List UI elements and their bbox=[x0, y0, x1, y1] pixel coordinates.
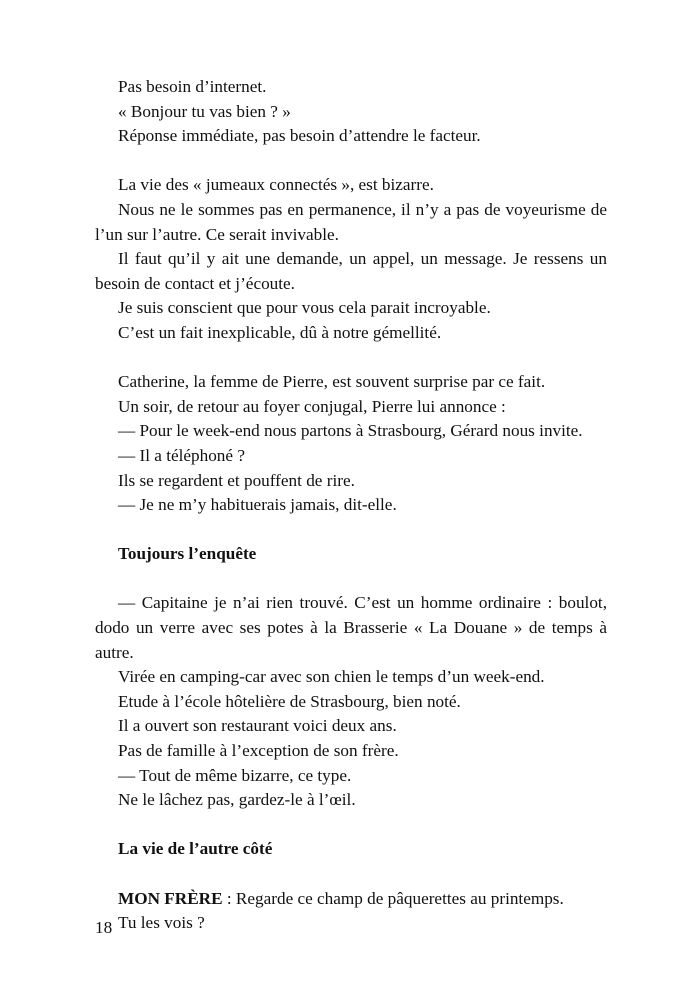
section-heading: Toujours l’enquête bbox=[118, 544, 257, 564]
blank-line bbox=[95, 862, 607, 887]
paragraph: Réponse immédiate, pas besoin d’attendre le facteur. bbox=[118, 126, 481, 146]
paragraph: Virée en camping-car avec son chien le temps d’un week-end. bbox=[118, 667, 545, 687]
paragraph: Etude à l’école hôtelière de Strasbourg, bien noté. bbox=[118, 691, 461, 711]
blank-line bbox=[95, 813, 607, 838]
dialogue-line: — Capitaine je n’ai rien trouvé. C’est un homme ordinaire : boulot, dodo un verre avec ses potes à la Brasserie « La Douane » de temps à autre. bbox=[95, 593, 607, 662]
paragraph: Un soir, de retour au foyer conjugal, Pierre lui annonce : bbox=[118, 396, 506, 416]
dialogue-line: — Je ne m’y habituerais jamais, dit-elle. bbox=[118, 495, 397, 515]
paragraph: La vie des « jumeaux connectés », est bizarre. bbox=[118, 175, 434, 195]
paragraph: Je suis conscient que pour vous cela parait incroyable. bbox=[118, 298, 491, 318]
dialogue-line: — Il a téléphoné ? bbox=[118, 445, 245, 465]
paragraph: Tu les vois ? bbox=[118, 913, 205, 933]
page-number: 18 bbox=[95, 918, 113, 937]
section-heading: La vie de l’autre côté bbox=[118, 839, 273, 859]
paragraph: Pas besoin d’internet. bbox=[118, 77, 267, 96]
dialogue-line bbox=[95, 887, 607, 912]
blank-line bbox=[95, 518, 607, 543]
paragraph: Il a ouvert son restaurant voici deux ans. bbox=[118, 716, 397, 736]
paragraph: « Bonjour tu vas bien ? » bbox=[118, 101, 291, 121]
paragraph: Pas de famille à l’exception de son frère. bbox=[118, 741, 399, 761]
blank-line bbox=[95, 346, 607, 371]
blank-line bbox=[95, 567, 607, 592]
paragraph: Il faut qu’il y ait une demande, un appel, un message. Je ressens un besoin de contact et j’écoute. bbox=[95, 249, 607, 293]
paragraph: Nous ne le sommes pas en permanence, il n’y a pas de voyeurisme de l’un sur l’autre. Ce serait invivable. bbox=[95, 199, 607, 244]
dialogue-line: — Pour le week-end nous partons à Strasbourg, Gérard nous invite. bbox=[118, 421, 583, 441]
paragraph: Catherine, la femme de Pierre, est souvent surprise par ce fait. bbox=[118, 372, 546, 392]
blank-line bbox=[95, 149, 607, 174]
paragraph: Ne le lâchez pas, gardez-le à l’œil. bbox=[118, 790, 356, 810]
paragraph: Ils se regardent et pouffent de rire. bbox=[118, 470, 355, 490]
speaker-name: MON FRÈRE bbox=[118, 888, 223, 908]
paragraph: C’est un fait inexplicable, dû à notre gémellité. bbox=[118, 322, 442, 342]
dialogue-line: — Tout de même bizarre, ce type. bbox=[118, 765, 352, 785]
page-body bbox=[95, 75, 607, 936]
speech-text: : Regarde ce champ de pâquerettes au printemps. bbox=[222, 888, 564, 908]
